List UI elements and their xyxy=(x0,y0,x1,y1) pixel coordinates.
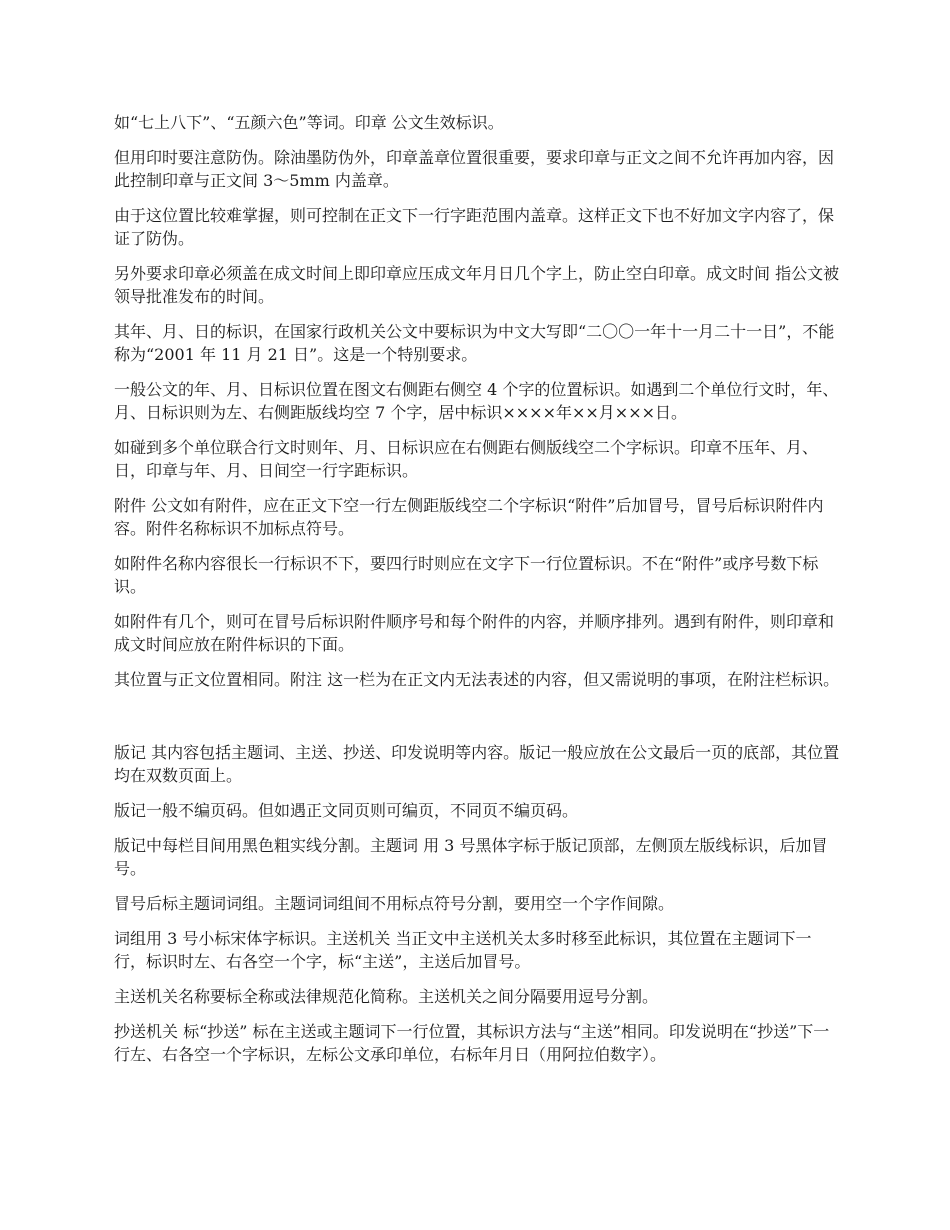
paragraph: 如附件有几个，则可在冒号后标识附件顺序号和每个附件的内容，并顺序排列。遇到有附件，则印章和成文时间应放在附件标识的下面。 xyxy=(114,612,835,654)
paragraph: 如“七上八下”、“五颜六色”等词。印章 公文生效标识。 xyxy=(114,113,504,132)
paragraph: 抄送机关 标“抄送” 标在主送或主题词下一行位置，其标识方法与“主送”相同。印发说明在“抄送”下一行左、右各空一个字标识，左标公文承印单位，右标年月日（用阿拉伯数字）。 xyxy=(114,1022,830,1064)
paragraph: 其位置与正文位置相同。附注 这一栏为在正文内无法表述的内容，但又需说明的事项，在附注栏标识。 xyxy=(114,670,840,689)
paragraph: 词组用 3 号小标宋体字标识。主送机关 当正文中主送机关太多时移至此标识，其位置在主题词下一行，标识时左、右各空一个字，标“主送”，主送后加冒号。 xyxy=(114,929,812,971)
paragraph: 如附件名称内容很长一行标识不下，要四行时则应在文字下一行位置标识。不在“附件”或序号数下标识。 xyxy=(114,554,819,596)
paragraph: 如碰到多个单位联合行文时则年、月、日标识应在右侧距右侧版线空二个字标识。印章不压年、月、日，印章与年、月、日间空一行字距标识。 xyxy=(114,438,819,480)
paragraph: 版记中每栏目间用黑色粗实线分割。主题词 用 3 号黑体字标于版记顶部，左侧顶左版线标识，后加冒号。 xyxy=(114,836,828,878)
paragraph: 但用印时要注意防伪。除油墨防伪外，印章盖章位置很重要，要求印章与正文之间不允许再加内容，因此控制印章与正文间 3～5mm 内盖章。 xyxy=(114,148,835,190)
paragraph: 冒号后标主题词词组。主题词词组间不用标点符号分割，要用空一个字作间隙。 xyxy=(114,894,675,913)
paragraph: 一般公文的年、月、日标识位置在图文右侧距右侧空 4 个字的位置标识。如遇到二个单位行文时，年、月、日标识则为左、右侧距版线均空 7 个字，居中标识××××年××月×××日。 xyxy=(114,380,839,422)
paragraph: 由于这位置比较难掌握，则可控制在正文下一行字距范围内盖章。这样正文下也不好加文字内容了，保证了防伪。 xyxy=(114,206,835,248)
paragraph: 版记 其内容包括主题词、主送、抄送、印发说明等内容。版记一般应放在公文最后一页的底部，其位置均在双数页面上。 xyxy=(114,743,840,785)
paragraph: 主送机关名称要标全称或法律规范化简称。主送机关之间分隔要用逗号分割。 xyxy=(114,987,659,1006)
paragraph: 附件 公文如有附件，应在正文下空一行左侧距版线空二个字标识“附件”后加冒号，冒号后标识附件内容。附件名称标识不加标点符号。 xyxy=(114,496,824,538)
document-page xyxy=(114,111,840,1078)
paragraph: 其年、月、日的标识，在国家行政机关公文中要标识为中文大写即“二〇〇一年十一月二十一日”，不能称为“2001 年 11 月 21 日”。这是一个特别要求。 xyxy=(114,322,835,364)
section-gap xyxy=(114,703,840,741)
paragraph: 版记一般不编页码。但如遇正文同页则可编页，不同页不编页码。 xyxy=(114,801,579,820)
paragraph: 另外要求印章必须盖在成文时间上即印章应压成文年月日几个字上，防止空白印章。成文时间 指公文被领导批准发布的时间。 xyxy=(114,264,840,306)
